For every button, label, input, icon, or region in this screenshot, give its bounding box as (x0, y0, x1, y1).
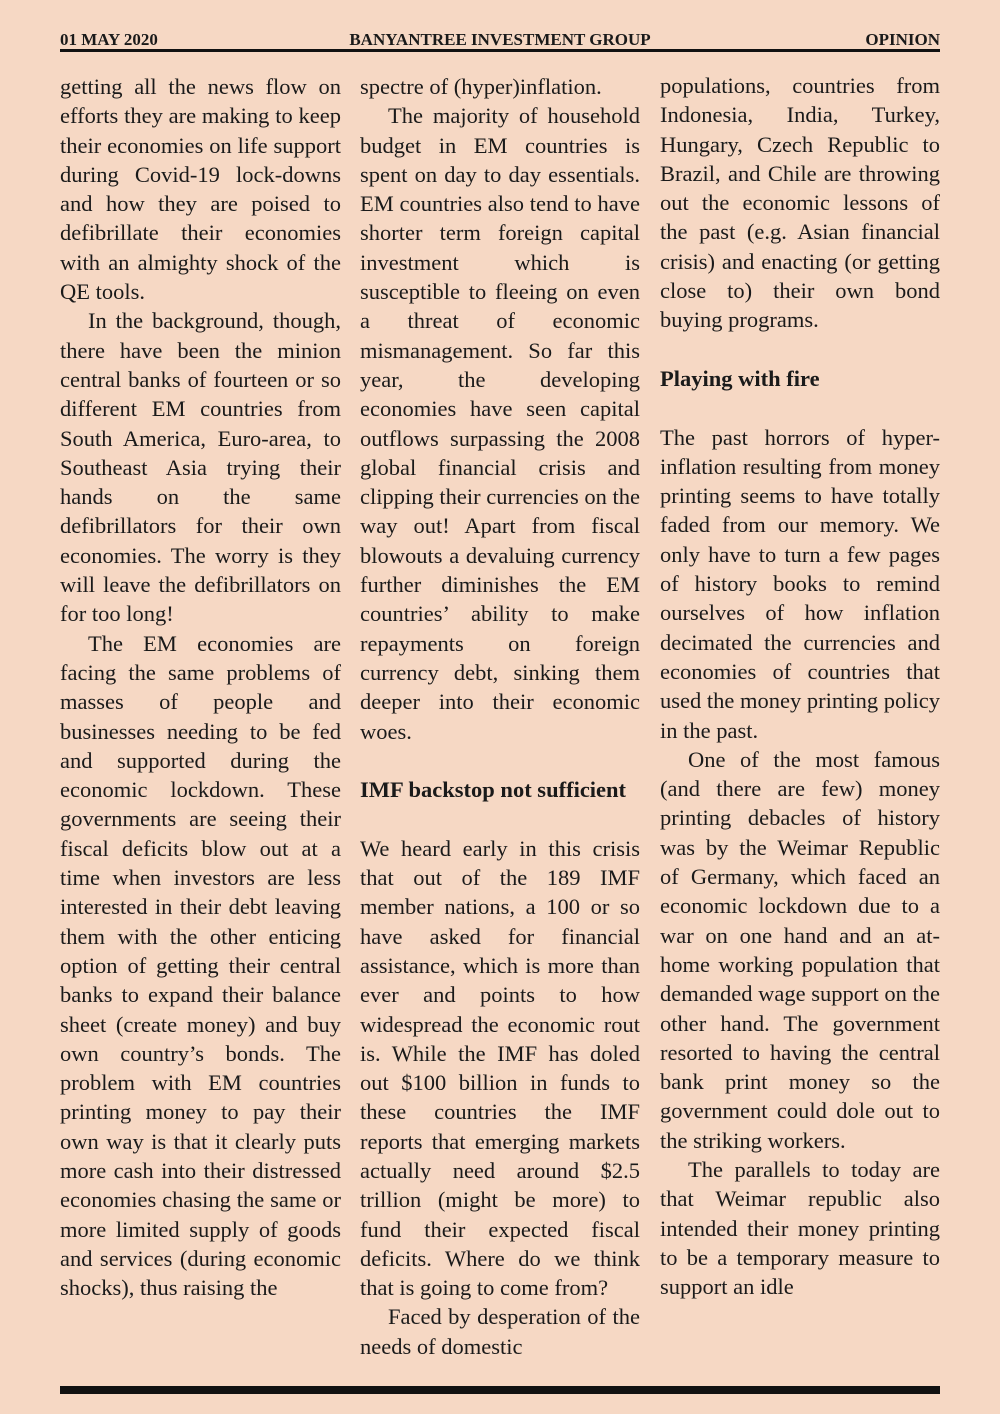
footer-rule (60, 1386, 940, 1394)
spacer (660, 335, 940, 364)
article-column-2 (360, 72, 640, 1361)
paragraph: We heard early in this crisis that out of the 189 IMF member nations, a 100 or so have asked for financial assistance, which is more than ever and points to how widespread the economic rout is. While the IMF has doled out $100 billion in funds to these countries the IMF reports that emerging markets actually need around $2.5 trillion (might be more) to fund their expected fiscal deficits. Where do we think that is going to come from? (360, 835, 640, 1301)
section-heading: IMF backstop not sufficient (360, 777, 627, 803)
paragraph: getting all the news flow on efforts they are making to keep their economies on life support during Covid-19 lock-downs and how they are poised to defibrillate their economies with an almighty shock of the QE tools. (60, 74, 341, 305)
spacer (360, 804, 640, 833)
section-heading: Playing with fire (660, 365, 820, 391)
paragraph: The EM economies are facing the same problems of masses of people and businesses needing to be fed and supported during the economic lockdown. These governments are seeing their fiscal deficits blow out at a time when investors are less interested in their debt leaving them with the other enticing option of getting their central banks to expand their balance sheet (create money) and buy own country’s bonds. The problem with EM countries printing money to pay their own way is that it clearly puts more cash into their distressed economies chasing the same or more limited supply of goods and services (during economic shocks), thus raising the (60, 630, 341, 1301)
header-rule (60, 49, 940, 52)
paragraph: Faced by desperation of the needs of domestic (360, 1304, 640, 1359)
article-column-1 (60, 72, 341, 1302)
publication-name: BANYANTREE INVESTMENT GROUP (349, 30, 651, 49)
paragraph: The past horrors of hyper-inflation resulting from money printing seems to have totally faded from our memory. We only have to turn a few pages of history books to remind ourselves of how inflation decimated the currencies and economies of countries that used the money printing policy in the past. (660, 424, 940, 743)
paragraph: One of the most famous (and there are few) money printing debacles of history was by the Weimar Republic of Germany, which faced an economic lockdown due to a war on one hand and an at-home working population that demanded wage support on the other hand. The government resorted to having the central bank print money so the government could dole out to the striking workers. (660, 746, 940, 1153)
paragraph: In the background, though, there have been the minion central banks of fourteen or so different EM countries from South America, Euro-area, to Southeast Asia trying their hands on the same defibrillators for their own economies. The worry is they will leave the defibrillators on for too long! (60, 308, 341, 627)
paragraph: The majority of household budget in EM countries is spent on day to day essentials. EM countries also tend to have shorter term foreign capital investment which is susceptible to fleeing on even a threat of economic mismanagement. So far this year, the developing economies have seen capital outflows surpassing the 2008 global financial crisis and clipping their currencies on the way out! Apart from fiscal blowouts a devaluing currency further diminishes the EM countries’ ability to make repayments on foreign currency debt, sinking them deeper into their economic woes. (360, 103, 640, 744)
issue-date: 01 MAY 2020 (60, 30, 158, 49)
section-label: OPINION (865, 30, 940, 49)
paragraph: populations, countries from Indonesia, India, Turkey, Hungary, Czech Republic to Brazil, and Chile are throwing out the economic lessons of the past (e.g. Asian financial crisis) and enacting (or getting close to) their own bond buying programs. (660, 73, 940, 333)
spacer (660, 393, 940, 422)
article-column-3 (660, 71, 940, 1301)
paragraph: The parallels to today are that Weimar republic also intended their money printing to be a temporary measure to support an idle (660, 1156, 940, 1300)
spacer (360, 746, 640, 775)
paragraph: spectre of (hyper)inflation. (360, 74, 602, 99)
